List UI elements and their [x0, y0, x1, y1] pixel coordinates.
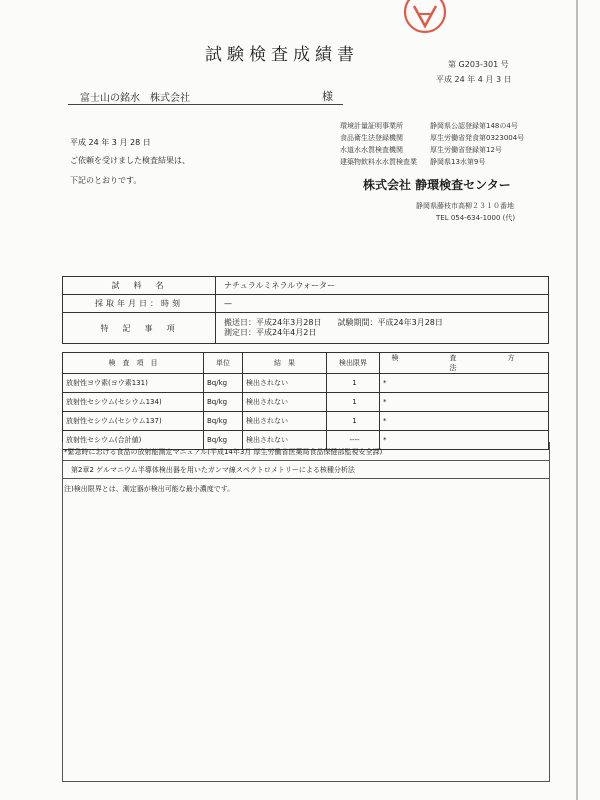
- cell-limit: 1: [327, 412, 380, 431]
- table-cell-value: —: [216, 295, 549, 313]
- document-number: 第 G203-301 号: [448, 60, 509, 69]
- cell-unit: Bq/kg: [204, 431, 243, 450]
- table-cell-label: 採取年月日：時刻: [63, 295, 216, 313]
- frame-border: [62, 442, 63, 781]
- footnote-method: *緊急時における食品の放射能測定マニュアル(平成14年3月 厚生労働省医薬局食品保健部監視安全課): [64, 448, 383, 456]
- sample-notes-line: 測定日：平成24年4月2日: [224, 328, 317, 337]
- table-cell-label: 試 料 名: [63, 277, 216, 295]
- cell-item: 放射性セシウム(合計値): [63, 431, 204, 450]
- column-header: 検 査 項 目: [63, 353, 204, 374]
- table-row: [63, 313, 549, 344]
- intro-text: ご依頼を受けました検査結果は、: [70, 156, 190, 165]
- registration-label: 環境計量証明事業所: [340, 122, 403, 130]
- table-header-row: [63, 353, 549, 374]
- cell-unit: Bq/kg: [204, 412, 243, 431]
- table-row: [63, 393, 549, 412]
- cell-method: *: [380, 374, 549, 393]
- footnote-detection-limit: 注)検出限界とは、測定器が検出可能な最小濃度です。: [64, 485, 235, 493]
- registration-label: 水道水水質検査機関: [340, 146, 403, 154]
- cell-item: 放射性セシウム(セシウム134): [63, 393, 204, 412]
- cell-unit: Bq/kg: [204, 374, 243, 393]
- registration-label: 食品衛生法登録機関: [340, 134, 403, 142]
- registration-value: 静岡県13水第9号: [430, 158, 486, 166]
- recipient-name: 富士山の銘水 株式会社: [80, 93, 190, 104]
- table-cell-label: 特 記 事 項: [63, 313, 216, 344]
- frame-divider: [62, 460, 550, 461]
- table-row: [63, 412, 549, 431]
- cell-item: 放射性セシウム(セシウム137): [63, 412, 204, 431]
- intro-text: 下記のとおりです。: [70, 176, 142, 185]
- recipient-underline: [68, 104, 343, 105]
- issuer-phone: TEL 054-634-1000 (代): [436, 214, 516, 222]
- cell-method: *: [380, 431, 549, 450]
- recipient-suffix: 様: [322, 90, 333, 103]
- request-date: 平成 24 年 3 月 28 日: [70, 138, 151, 147]
- scan-edge: [576, 0, 578, 800]
- registration-value: 厚生労働省登録第12号: [430, 146, 502, 154]
- table-row: [63, 277, 549, 295]
- cell-item: 放射性ヨウ素(ヨウ素131): [63, 374, 204, 393]
- cell-result: 検出されない: [243, 374, 327, 393]
- table-row: [63, 295, 549, 313]
- results-table: [62, 352, 566, 450]
- document-title: 試験検査成績書: [205, 45, 359, 65]
- cell-limit: ----: [327, 431, 380, 450]
- table-row: [63, 374, 549, 393]
- seal-stamp-icon: [402, 0, 448, 40]
- registration-value: 静岡県公認登録第148の4号: [430, 122, 518, 130]
- column-header: 検出限界: [327, 353, 380, 374]
- cell-result: 検出されない: [243, 393, 327, 412]
- issuer-address: 静岡県藤枝市高柳２３１０番地: [416, 202, 514, 210]
- cell-result: 検出されない: [243, 431, 327, 450]
- column-header: 検 査 方 法: [380, 353, 549, 374]
- table-cell-value: ナチュラルミネラルウォーター: [216, 277, 549, 295]
- frame-divider: [62, 478, 550, 479]
- cell-limit: 1: [327, 374, 380, 393]
- column-header: 単位: [204, 353, 243, 374]
- table-cell-value: [216, 313, 549, 344]
- issuer-company: 株式会社 静環検査センター: [363, 178, 511, 192]
- column-header: 結 果: [243, 353, 327, 374]
- cell-unit: Bq/kg: [204, 393, 243, 412]
- frame-border: [62, 781, 550, 782]
- cell-method: *: [380, 412, 549, 431]
- footnote-method-detail: 第2章2 ゲルマニウム半導体検出器を用いたガンマ線スペクトロメトリーによる核種分析法: [64, 466, 355, 474]
- frame-border: [549, 442, 550, 781]
- registration-label: 建築物飲料水水質検査業: [340, 158, 417, 166]
- document-date: 平成 24 年 4 月 3 日: [436, 75, 512, 84]
- cell-result: 検出されない: [243, 412, 327, 431]
- cell-limit: 1: [327, 393, 380, 412]
- sample-notes-line: 搬送日：平成24年3月28日 試験期間：平成24年3月28日: [224, 318, 443, 327]
- sample-info-table: [62, 276, 549, 344]
- cell-method: *: [380, 393, 549, 412]
- registration-value: 厚生労働省発食第0323004号: [430, 134, 525, 142]
